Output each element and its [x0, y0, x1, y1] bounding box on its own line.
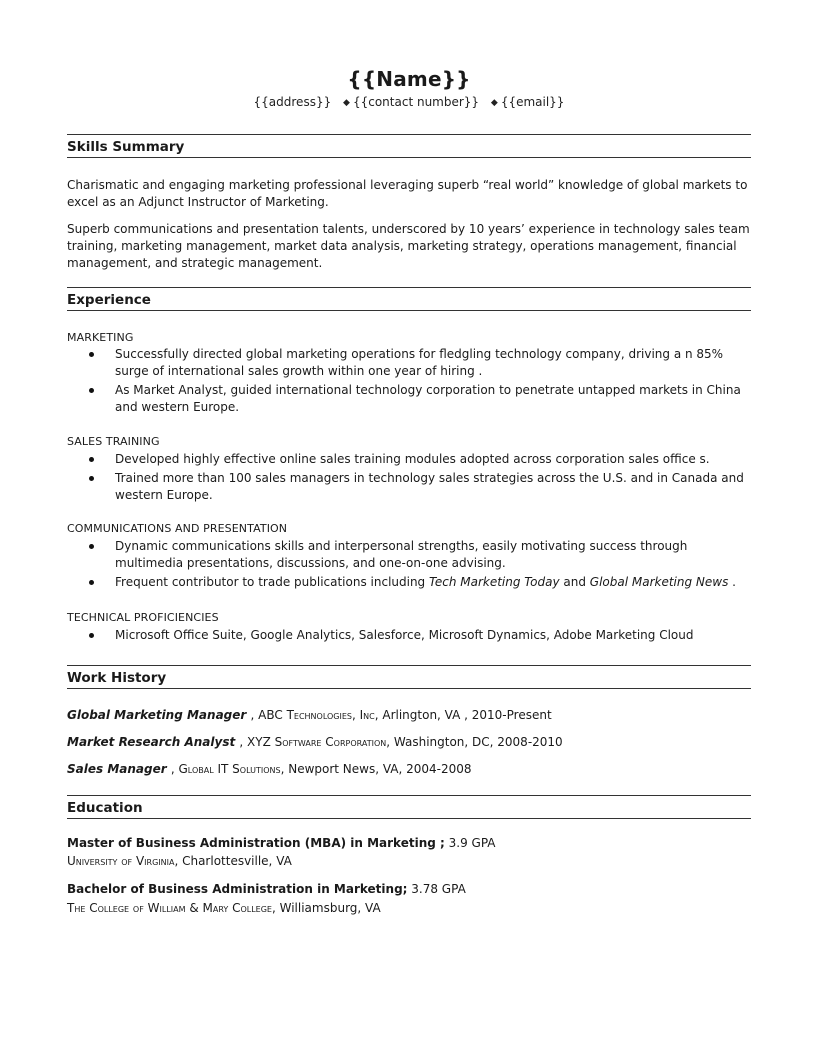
bullet-text: Trained more than 100 sales managers in technology sales strategies across the U.S. and in Canada and western Europe. — [115, 471, 744, 502]
school-name: University of Virginia — [67, 854, 175, 868]
job-company: Global IT Solutions — [178, 762, 281, 776]
publications-prefix: Frequent contributor to trade publications including — [115, 575, 429, 589]
bullet-icon — [89, 476, 94, 481]
job-details: , Washington, DC, 2008-2010 — [386, 735, 563, 749]
list-item — [67, 627, 751, 644]
section-heading-skills: Skills Summary — [67, 134, 751, 158]
job-details: , Arlington, VA , 2010-Present — [374, 708, 552, 722]
job-title: Market Research Analyst — [67, 735, 240, 749]
degree-gpa: 3.78 GPA — [407, 882, 466, 896]
experience-subheading-sales-training: SALES TRAINING — [67, 435, 160, 448]
publications-suffix: . — [728, 575, 736, 589]
job-entry — [67, 707, 552, 724]
school-line — [67, 900, 381, 917]
list-item — [67, 451, 751, 468]
bullet-icon — [89, 633, 94, 638]
section-heading-experience: Experience — [67, 287, 751, 311]
bullet-icon — [89, 352, 94, 357]
bullet-icon — [89, 580, 94, 585]
job-title: Global Marketing Manager — [67, 708, 251, 722]
list-item — [67, 538, 751, 572]
publication-title: Global Marketing News — [589, 575, 729, 589]
section-heading-work-history: Work History — [67, 665, 751, 689]
job-company: XYZ Software Corporation — [247, 735, 387, 749]
section-heading-education: Education — [67, 795, 751, 819]
job-separator: , — [239, 735, 248, 749]
bullet-text: Microsoft Office Suite, Google Analytics, Salesforce, Microsoft Dynamics, Adobe Marketing Cloud — [115, 628, 694, 642]
degree-line — [67, 835, 496, 852]
communications-bullet-list — [67, 538, 751, 593]
school-line — [67, 853, 292, 870]
list-item — [67, 574, 751, 591]
degree-gpa: 3.9 GPA — [444, 836, 496, 850]
job-details: , Newport News, VA, 2004-2008 — [280, 762, 472, 776]
experience-subheading-communications: COMMUNICATIONS AND PRESENTATION — [67, 522, 288, 535]
job-entry — [67, 734, 563, 751]
list-item — [67, 470, 751, 504]
resume-header — [67, 66, 751, 112]
contact-number-field: {{contact number}} — [352, 95, 480, 109]
publications-middle: and — [559, 575, 590, 589]
bullet-icon — [89, 388, 94, 393]
contact-line — [67, 94, 751, 112]
candidate-name: {{Name}} — [347, 67, 471, 91]
email-field: {{email}} — [500, 95, 565, 109]
diamond-icon: ◆ — [490, 98, 498, 108]
school-name: The College of William & Mary College — [67, 901, 272, 915]
bullet-text: Dynamic communications skills and interpersonal strengths, easily motivating success through multimedia presentations, discussions, and one-on-one advising. — [115, 539, 688, 570]
job-separator: , — [250, 708, 259, 722]
bullet-icon — [89, 544, 94, 549]
job-entry — [67, 761, 472, 778]
bullet-text: Developed highly effective online sales training modules adopted across corporation sales office s. — [115, 452, 710, 466]
job-separator: , — [170, 762, 179, 776]
list-item — [67, 382, 751, 416]
job-title: Sales Manager — [67, 762, 171, 776]
skills-paragraph-1: Charismatic and engaging marketing professional leveraging superb “real world” knowledge of global markets to excel as an Adjunct Instructor of Marketing. — [67, 178, 748, 209]
degree-name: Master of Business Administration (MBA) in Marketing ; — [67, 836, 445, 850]
bullet-text: Successfully directed global marketing operations for fledgling technology company, driving a n 85% surge of international sales growth within one year of hiring . — [115, 347, 724, 378]
list-item — [67, 346, 751, 380]
publication-title: Tech Marketing Today — [429, 575, 560, 589]
sales-training-bullet-list — [67, 451, 751, 506]
degree-name: Bachelor of Business Administration in Marketing; — [67, 882, 408, 896]
address-field: {{address}} — [253, 95, 332, 109]
bullet-text — [115, 575, 736, 589]
school-location: , Charlottesville, VA — [174, 854, 292, 868]
bullet-text: As Market Analyst, guided international technology corporation to penetrate untapped markets in China and western Europe. — [115, 383, 741, 414]
school-location: , Williamsburg, VA — [271, 901, 381, 915]
marketing-bullet-list — [67, 346, 751, 418]
bullet-icon — [89, 457, 94, 462]
experience-subheading-technical: TECHNICAL PROFICIENCIES — [67, 611, 219, 624]
skills-paragraph-2: Superb communications and presentation talents, underscored by 10 years’ experience in technology sales team training, marketing management, market data analysis, marketing strategy, operations management, financial management, and strategic management. — [67, 222, 750, 270]
degree-line — [67, 881, 466, 898]
experience-subheading-marketing: MARKETING — [67, 331, 134, 344]
technical-bullet-list — [67, 627, 751, 646]
job-company: ABC Technologies, Inc — [258, 708, 375, 722]
diamond-icon: ◆ — [343, 98, 350, 108]
